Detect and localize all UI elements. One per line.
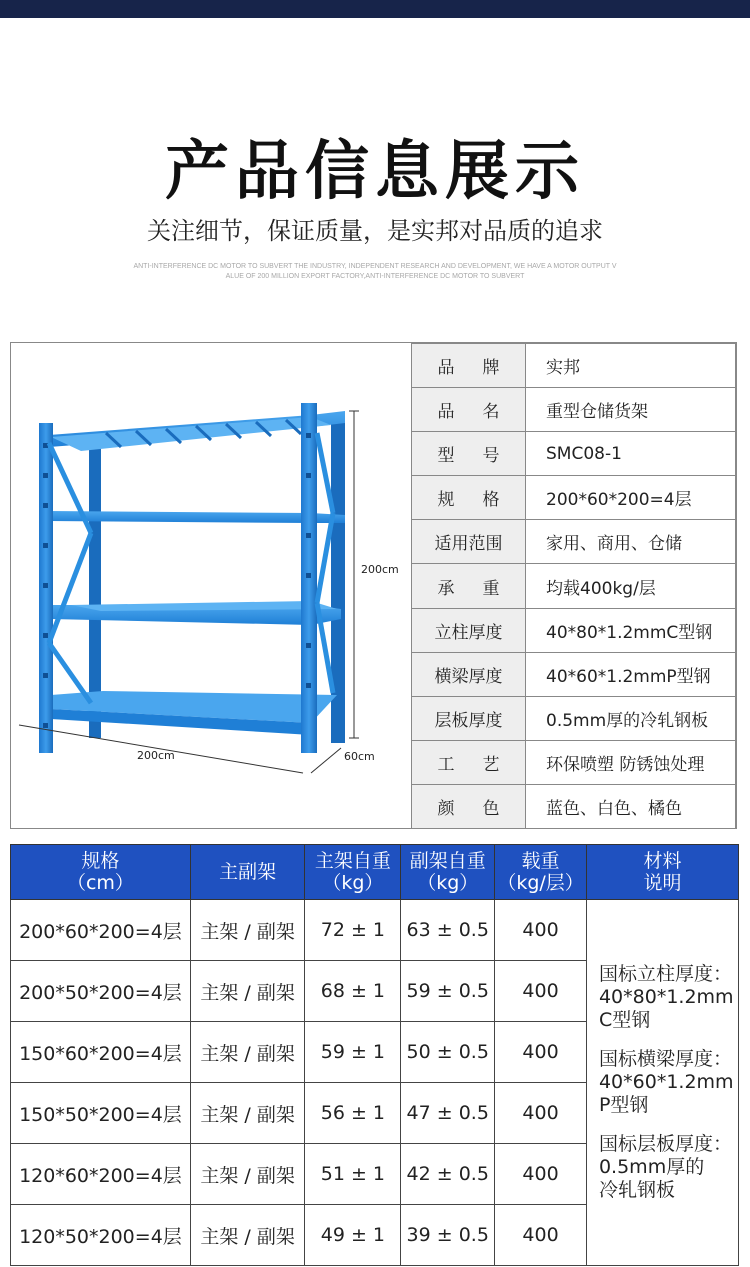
cell-frame: 主架 / 副架 bbox=[190, 900, 305, 961]
cell-main: 68 ± 1 bbox=[305, 961, 401, 1022]
cell-spec: 150*60*200=4层 bbox=[11, 1022, 191, 1083]
cell-main: 49 ± 1 bbox=[305, 1205, 401, 1266]
spec-value: 实邦 bbox=[526, 344, 736, 388]
header-frame: 主副架 bbox=[190, 845, 305, 900]
width-label: 200cm bbox=[137, 749, 175, 762]
spec-row bbox=[412, 652, 736, 696]
header-main-weight: 主架自重 （kg） bbox=[305, 845, 401, 900]
spec-value: 40*60*1.2mmP型钢 bbox=[526, 652, 736, 696]
spec-row bbox=[412, 344, 736, 388]
spec-key: 适用范围 bbox=[412, 520, 526, 564]
spec-value: 蓝色、白色、橘色 bbox=[526, 784, 736, 828]
spec-key: 型号 bbox=[412, 432, 526, 476]
cell-load: 400 bbox=[495, 1205, 587, 1266]
spec-row bbox=[412, 696, 736, 740]
spec-key: 横梁厚度 bbox=[412, 652, 526, 696]
material-note: 国标立柱厚度： 40*80*1.2mm C型钢 bbox=[598, 963, 734, 1031]
spec-key: 工艺 bbox=[412, 740, 526, 784]
spec-key: 品名 bbox=[412, 388, 526, 432]
spec-row bbox=[412, 520, 736, 564]
cell-frame: 主架 / 副架 bbox=[190, 1083, 305, 1144]
header-spec: 规格 （cm） bbox=[11, 845, 191, 900]
spec-row bbox=[412, 784, 736, 828]
cell-main: 72 ± 1 bbox=[305, 900, 401, 961]
spec-key: 品牌 bbox=[412, 344, 526, 388]
cell-sub: 42 ± 0.5 bbox=[401, 1144, 495, 1205]
spec-row bbox=[412, 476, 736, 520]
spec-key: 立柱厚度 bbox=[412, 608, 526, 652]
spec-value: 0.5mm厚的冷轧钢板 bbox=[526, 696, 736, 740]
cell-sub: 47 ± 0.5 bbox=[401, 1083, 495, 1144]
cell-sub: 63 ± 0.5 bbox=[401, 900, 495, 961]
cell-main: 51 ± 1 bbox=[305, 1144, 401, 1205]
spec-value: 均载400kg/层 bbox=[526, 564, 736, 608]
cell-spec: 120*60*200=4层 bbox=[11, 1144, 191, 1205]
spec-value: 家用、商用、仓储 bbox=[526, 520, 736, 564]
cell-frame: 主架 / 副架 bbox=[190, 1205, 305, 1266]
table-header-row bbox=[11, 845, 739, 900]
cell-spec: 120*50*200=4层 bbox=[11, 1205, 191, 1266]
shelf-level-1 bbox=[49, 411, 345, 451]
cell-load: 400 bbox=[495, 961, 587, 1022]
spec-row bbox=[412, 564, 736, 608]
cell-load: 400 bbox=[495, 1144, 587, 1205]
spec-value: 40*80*1.2mmC型钢 bbox=[526, 608, 736, 652]
fine-print-line-1: ANTI-INTERFERENCE DC MOTOR TO SUBVERT THE INDUSTRY, INDEPENDENT RESEARCH AND DEVELOPMENT, WE HAVE A MOTOR OUTPUT V bbox=[133, 263, 617, 270]
header-load: 载重 （kg/层） bbox=[495, 845, 587, 900]
page-title: 产品信息展示 bbox=[165, 135, 585, 209]
cell-frame: 主架 / 副架 bbox=[190, 961, 305, 1022]
cell-load: 400 bbox=[495, 1083, 587, 1144]
cell-frame: 主架 / 副架 bbox=[190, 1144, 305, 1205]
spec-row bbox=[412, 432, 736, 476]
height-label: 200cm bbox=[361, 563, 399, 576]
cell-load: 400 bbox=[495, 900, 587, 961]
spec-value: 重型仓储货架 bbox=[526, 388, 736, 432]
cell-load: 400 bbox=[495, 1022, 587, 1083]
shelf-level-2 bbox=[49, 511, 345, 523]
cell-spec: 200*60*200=4层 bbox=[11, 900, 191, 961]
material-notes bbox=[586, 900, 738, 1266]
spec-key: 层板厚度 bbox=[412, 696, 526, 740]
spec-value: SMC08-1 bbox=[526, 432, 736, 476]
material-note: 国标横梁厚度： 40*60*1.2mm P型钢 bbox=[598, 1048, 734, 1116]
material-note: 国标层板厚度： 0.5mm厚的 冷轧钢板 bbox=[598, 1133, 732, 1201]
header-sub-weight: 副架自重 （kg） bbox=[401, 845, 495, 900]
depth-label: 60cm bbox=[344, 750, 375, 763]
spec-row bbox=[412, 740, 736, 784]
spec-key: 承重 bbox=[412, 564, 526, 608]
spec-value: 200*60*200=4层 bbox=[526, 476, 736, 520]
cell-sub: 59 ± 0.5 bbox=[401, 961, 495, 1022]
cell-frame: 主架 / 副架 bbox=[190, 1022, 305, 1083]
spec-row bbox=[412, 388, 736, 432]
product-info-block bbox=[10, 342, 737, 829]
cell-spec: 150*50*200=4层 bbox=[11, 1083, 191, 1144]
spec-key: 规格 bbox=[412, 476, 526, 520]
cell-main: 56 ± 1 bbox=[305, 1083, 401, 1144]
spec-table bbox=[411, 343, 736, 829]
spec-value: 环保喷塑 防锈蚀处理 bbox=[526, 740, 736, 784]
cell-sub: 50 ± 0.5 bbox=[401, 1022, 495, 1083]
page-subtitle: 关注细节，保证质量，是实邦对品质的追求 bbox=[147, 217, 603, 245]
fine-print-line-2: ALUE OF 200 MILLION EXPORT FACTORY,ANTI-INTERFERENCE DC MOTOR TO SUBVERT bbox=[225, 273, 525, 280]
shelf-product-image bbox=[11, 343, 411, 828]
spec-key: 颜色 bbox=[412, 784, 526, 828]
cell-sub: 39 ± 0.5 bbox=[401, 1205, 495, 1266]
spec-row bbox=[412, 608, 736, 652]
cell-spec: 200*50*200=4层 bbox=[11, 961, 191, 1022]
back-right-post bbox=[331, 413, 345, 743]
header-material: 材料 说明 bbox=[586, 845, 738, 900]
table-row bbox=[11, 900, 739, 961]
top-bar bbox=[0, 0, 750, 18]
cell-main: 59 ± 1 bbox=[305, 1022, 401, 1083]
model-table bbox=[10, 844, 739, 1266]
